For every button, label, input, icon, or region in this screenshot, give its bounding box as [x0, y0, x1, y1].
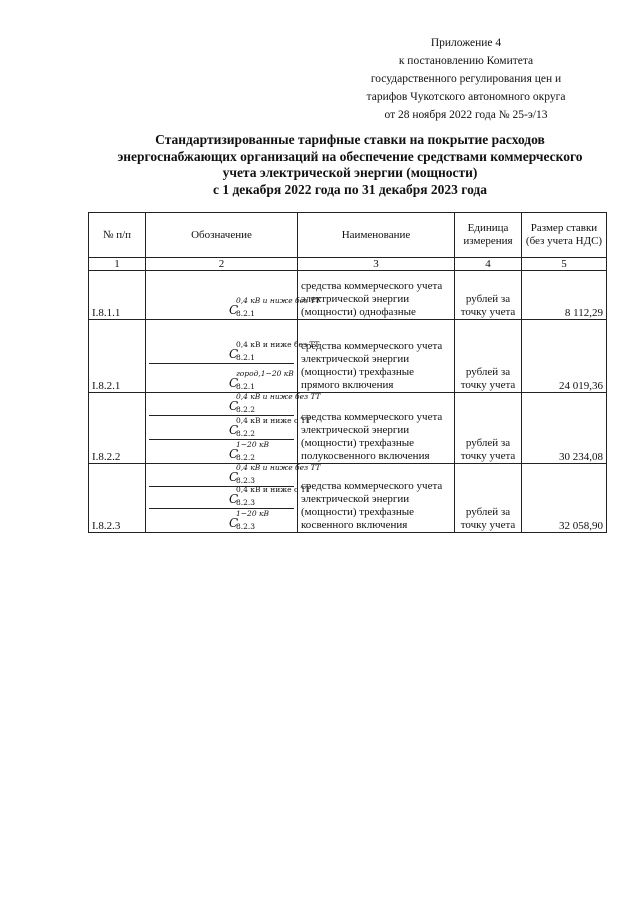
- table-header-row: [89, 213, 607, 258]
- row-unit: рублей за точку учета: [455, 393, 522, 464]
- symbol-superscript: город,1−20 кВ: [236, 369, 294, 378]
- symbol-subscript: 8.2.2: [236, 428, 256, 438]
- row-rate: 24 019,36: [522, 320, 607, 393]
- header-rate: Размер ставки (без учета НДС): [522, 213, 607, 258]
- row-name: средства коммерческого учета электрической энергии (мощности) однофазные: [298, 271, 455, 320]
- designation-cell: [146, 462, 321, 533]
- row-rate: 8 112,29: [522, 271, 607, 320]
- symbol-superscript: 0,4 кВ и ниже с ТТ: [236, 485, 311, 495]
- row-rate: 32 058,90: [522, 464, 607, 533]
- symbol-base: C: [229, 303, 239, 317]
- row-name: средства коммерческого учета электрической энергии (мощности) трехфазные косвенного включения: [298, 464, 455, 533]
- symbol-base: C: [229, 376, 239, 390]
- row-name: средства коммерческого учета электрической энергии (мощности) трехфазные полукосвенного включения: [298, 393, 455, 464]
- symbol-subscript: 8.2.2: [236, 452, 256, 462]
- row-name: средства коммерческого учета электрической энергии (мощности) трехфазные прямого включения: [298, 320, 455, 393]
- symbol-superscript: 0,4 кВ и ниже без ТТ: [236, 296, 321, 305]
- symbol-superscript: 0,4 кВ и ниже без ТТ: [236, 340, 320, 349]
- symbol-subscript: 8.2.3: [236, 521, 256, 531]
- appendix-line: от 28 ноября 2022 года № 25-э/13: [384, 109, 548, 121]
- column-number: 2: [146, 258, 298, 271]
- header-num: № п/п: [89, 213, 146, 258]
- symbol-base: C: [229, 422, 239, 437]
- title-line: Стандартизированные тарифные ставки на покрытие расходов: [155, 132, 545, 147]
- title-line: учета электрической энергии (мощности): [222, 165, 478, 180]
- symbol-base: C: [229, 399, 239, 414]
- symbol-base: C: [229, 347, 239, 361]
- title-line: энергоснабжающих организаций на обеспечение средствами коммерческого: [117, 148, 583, 164]
- designation-symbol: [149, 271, 321, 319]
- header-unit: Единица измерения: [455, 213, 522, 258]
- designation-symbol: [149, 462, 321, 487]
- designation-symbol: [149, 485, 311, 510]
- row-unit: рублей за точку учета: [455, 271, 522, 320]
- designation-cell: [146, 271, 321, 320]
- row-number: I.8.1.1: [89, 271, 146, 320]
- appendix-line: тарифов Чукотского автономного округа: [366, 91, 566, 103]
- row-number: I.8.2.3: [89, 464, 146, 533]
- tariff-table: [88, 212, 607, 533]
- symbol-superscript: 0,4 кВ и ниже с ТТ: [236, 415, 311, 425]
- appendix-line: государственного регулирования цен и: [370, 73, 562, 85]
- symbol-base: C: [229, 515, 239, 530]
- symbol-base: C: [229, 492, 239, 507]
- row-unit: рублей за точку учета: [455, 464, 522, 533]
- column-number: 1: [89, 258, 146, 271]
- table-row: [89, 320, 607, 393]
- designation-symbol: [149, 392, 321, 416]
- row-number: I.8.2.2: [89, 393, 146, 464]
- designation-symbol: [149, 440, 294, 463]
- symbol-superscript: 0,4 кВ и ниже без ТТ: [236, 462, 321, 472]
- table-row: [89, 271, 607, 320]
- designation-symbol: [149, 415, 311, 439]
- designation-symbol: [149, 509, 294, 532]
- column-number: 5: [522, 258, 607, 271]
- row-number: I.8.2.1: [89, 320, 146, 393]
- title-line: с 1 декабря 2022 года по 31 декабря 2023 года: [212, 181, 488, 197]
- symbol-subscript: 8.2.1: [236, 382, 256, 391]
- symbol-subscript: 8.2.3: [236, 498, 256, 508]
- symbol-subscript: 8.2.1: [236, 309, 256, 318]
- header-name: Наименование: [298, 213, 455, 258]
- designation-cell: [146, 320, 320, 393]
- symbol-superscript: 1−20 кВ: [236, 508, 269, 518]
- appendix-line: Приложение 4: [430, 37, 502, 49]
- document-title: [60, 132, 640, 198]
- symbol-base: C: [229, 446, 239, 461]
- symbol-subscript: 8.2.1: [236, 353, 256, 362]
- symbol-superscript: 1−20 кВ: [236, 439, 269, 449]
- table-row: [89, 464, 607, 533]
- appendix-line: к постановлению Комитета: [398, 55, 534, 67]
- symbol-superscript: 0,4 кВ и ниже без ТТ: [236, 392, 321, 402]
- symbol-subscript: 8.2.2: [236, 405, 256, 415]
- appendix-note: [336, 34, 596, 124]
- table-row: [89, 393, 607, 464]
- designation-cell: [146, 392, 321, 464]
- column-number-row: [89, 258, 607, 271]
- designation-symbol: [149, 364, 294, 392]
- row-rate: 30 234,08: [522, 393, 607, 464]
- designation-symbol: [149, 320, 320, 364]
- symbol-base: C: [229, 469, 239, 484]
- symbol-subscript: 8.2.3: [236, 475, 256, 485]
- column-number: 3: [298, 258, 455, 271]
- column-number: 4: [455, 258, 522, 271]
- header-designation: Обозначение: [146, 213, 298, 258]
- row-unit: рублей за точку учета: [455, 320, 522, 393]
